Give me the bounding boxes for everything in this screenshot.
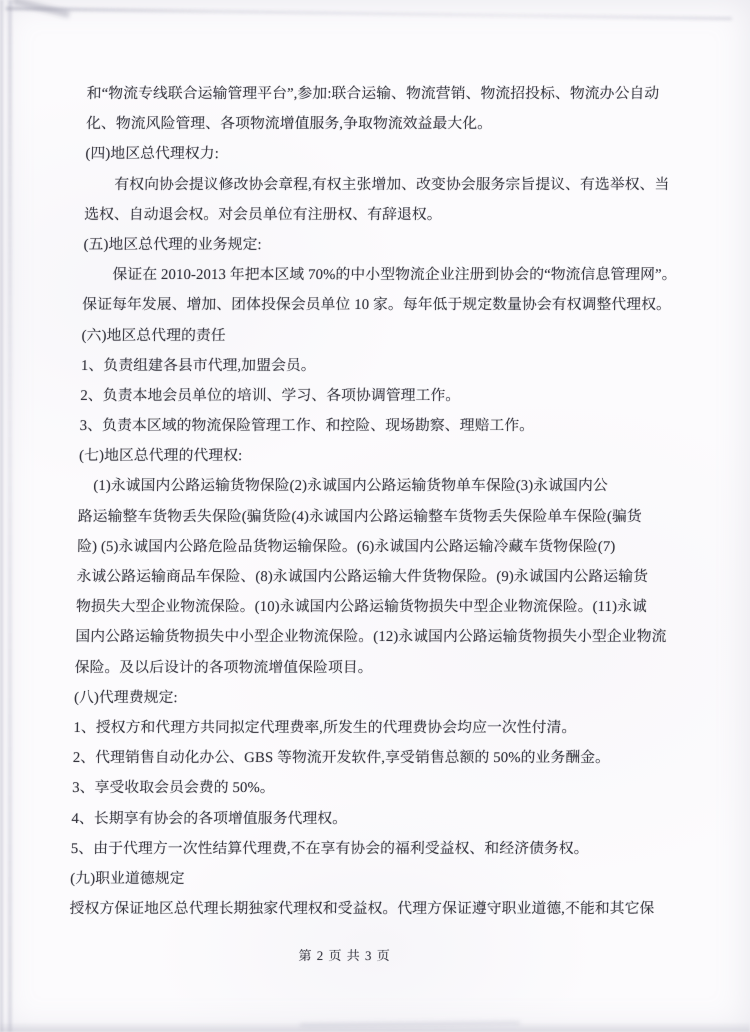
document-line: 保险。及以后设计的各项物流增值保险项目。 — [74, 659, 373, 676]
page-number: 第 2 页 共 3 页 — [298, 948, 391, 963]
document-line: 保证在 2010-2013 年把本区域 70%的中小型物流企业注册到协会的“物流信息管理网”。 — [112, 267, 677, 284]
document-line: (四)地区总代理权力: — [85, 146, 220, 163]
document-line: 险) (5)永诚国内公路危险品货物运输保险。(6)永诚国内公路运输冷藏车货物保险(7) — [77, 538, 616, 555]
document-line: 5、由于代理方一次性结算代理费,不在享有协会的福利受益权、和经济债务权。 — [70, 840, 589, 857]
document-body — [69, 79, 707, 963]
document-line: 永诚公路运输商品车保险、(8)永诚国内公路运输大件货物保险。(9)永诚国内公路运输货 — [76, 569, 649, 585]
document-line: (八)代理费规定: — [73, 689, 178, 706]
document-line: (五)地区总代理的业务规定: — [83, 236, 262, 253]
document-line: 有权向协会提议修改协会章程,有权主张增加、改变协会服务宗旨提议、有选举权、当 — [114, 176, 670, 193]
document-line: 保证每年发展、增加、团体投保会员单位 10 家。每年低于规定数量协会有权调整代理权。 — [82, 297, 672, 314]
document-line: 路运输整车货物丢失保险(骗货险(4)永诚国内公路运输整车货物丢失保险单车保险(骗货 — [77, 508, 642, 525]
document-line: 物损失大型企业物流保险。(10)永诚国内公路运输货物损失中型企业物流保险。(11)永诚 — [75, 599, 648, 616]
document-line: 和“物流专线联合运输管理平台”,参加:联合运输、物流营销、物流招投标、物流办公自动 — [86, 86, 660, 102]
bottom-edge-shadow — [0, 1022, 750, 1032]
top-edge-smear — [6, 7, 732, 20]
document-line: 选权、自动退会权。对会员单位有注册权、有辞退权。 — [83, 206, 442, 223]
document-line: (1)永诚国内公路运输货物保险(2)永诚国内公路运输货物单车保险(3)永诚国内公 — [93, 478, 608, 495]
document-line: 3、享受收取会员会费的 50%。 — [71, 780, 275, 797]
document-line: 3、负责本区域的物流保险管理工作、和控险、现场勘察、理赔工作。 — [79, 418, 535, 435]
document-line: 授权方保证地区总代理长期独家代理权和受益权。代理方保证遵守职业道德,不能和其它保 — [69, 901, 655, 918]
document-line: 1、负责组建各县市代理,加盟会员。 — [80, 357, 316, 374]
document-line: (九)职业道德规定 — [70, 870, 185, 887]
left-edge-shadow — [0, 0, 3, 1032]
document-line: 化、物流风险管理、各项物流增值服务,争取物流效益最大化。 — [85, 116, 493, 133]
document-line: 2、负责本地会员单位的培训、学习、各项协调管理工作。 — [80, 387, 461, 404]
document-line: (七)地区总代理的代理权: — [78, 448, 243, 465]
document-line: 2、代理销售自动化办公、GBS 等物流开发软件,享受销售总额的 50%的业务酬金。 — [72, 750, 611, 767]
document-line: 国内公路运输货物损失中小型企业物流保险。(12)永诚国内公路运输货物损失小型企业物流 — [75, 629, 667, 646]
document-line: (六)地区总代理的责任 — [81, 327, 226, 344]
document-line: 1、授权方和代理方共同拟定代理费率,所发生的代理费协会均应一次性付清。 — [73, 719, 577, 736]
page-left-fold-line — [8, 0, 12, 1032]
document-line: 4、长期享有协会的各项增值服务代理权。 — [71, 810, 348, 827]
